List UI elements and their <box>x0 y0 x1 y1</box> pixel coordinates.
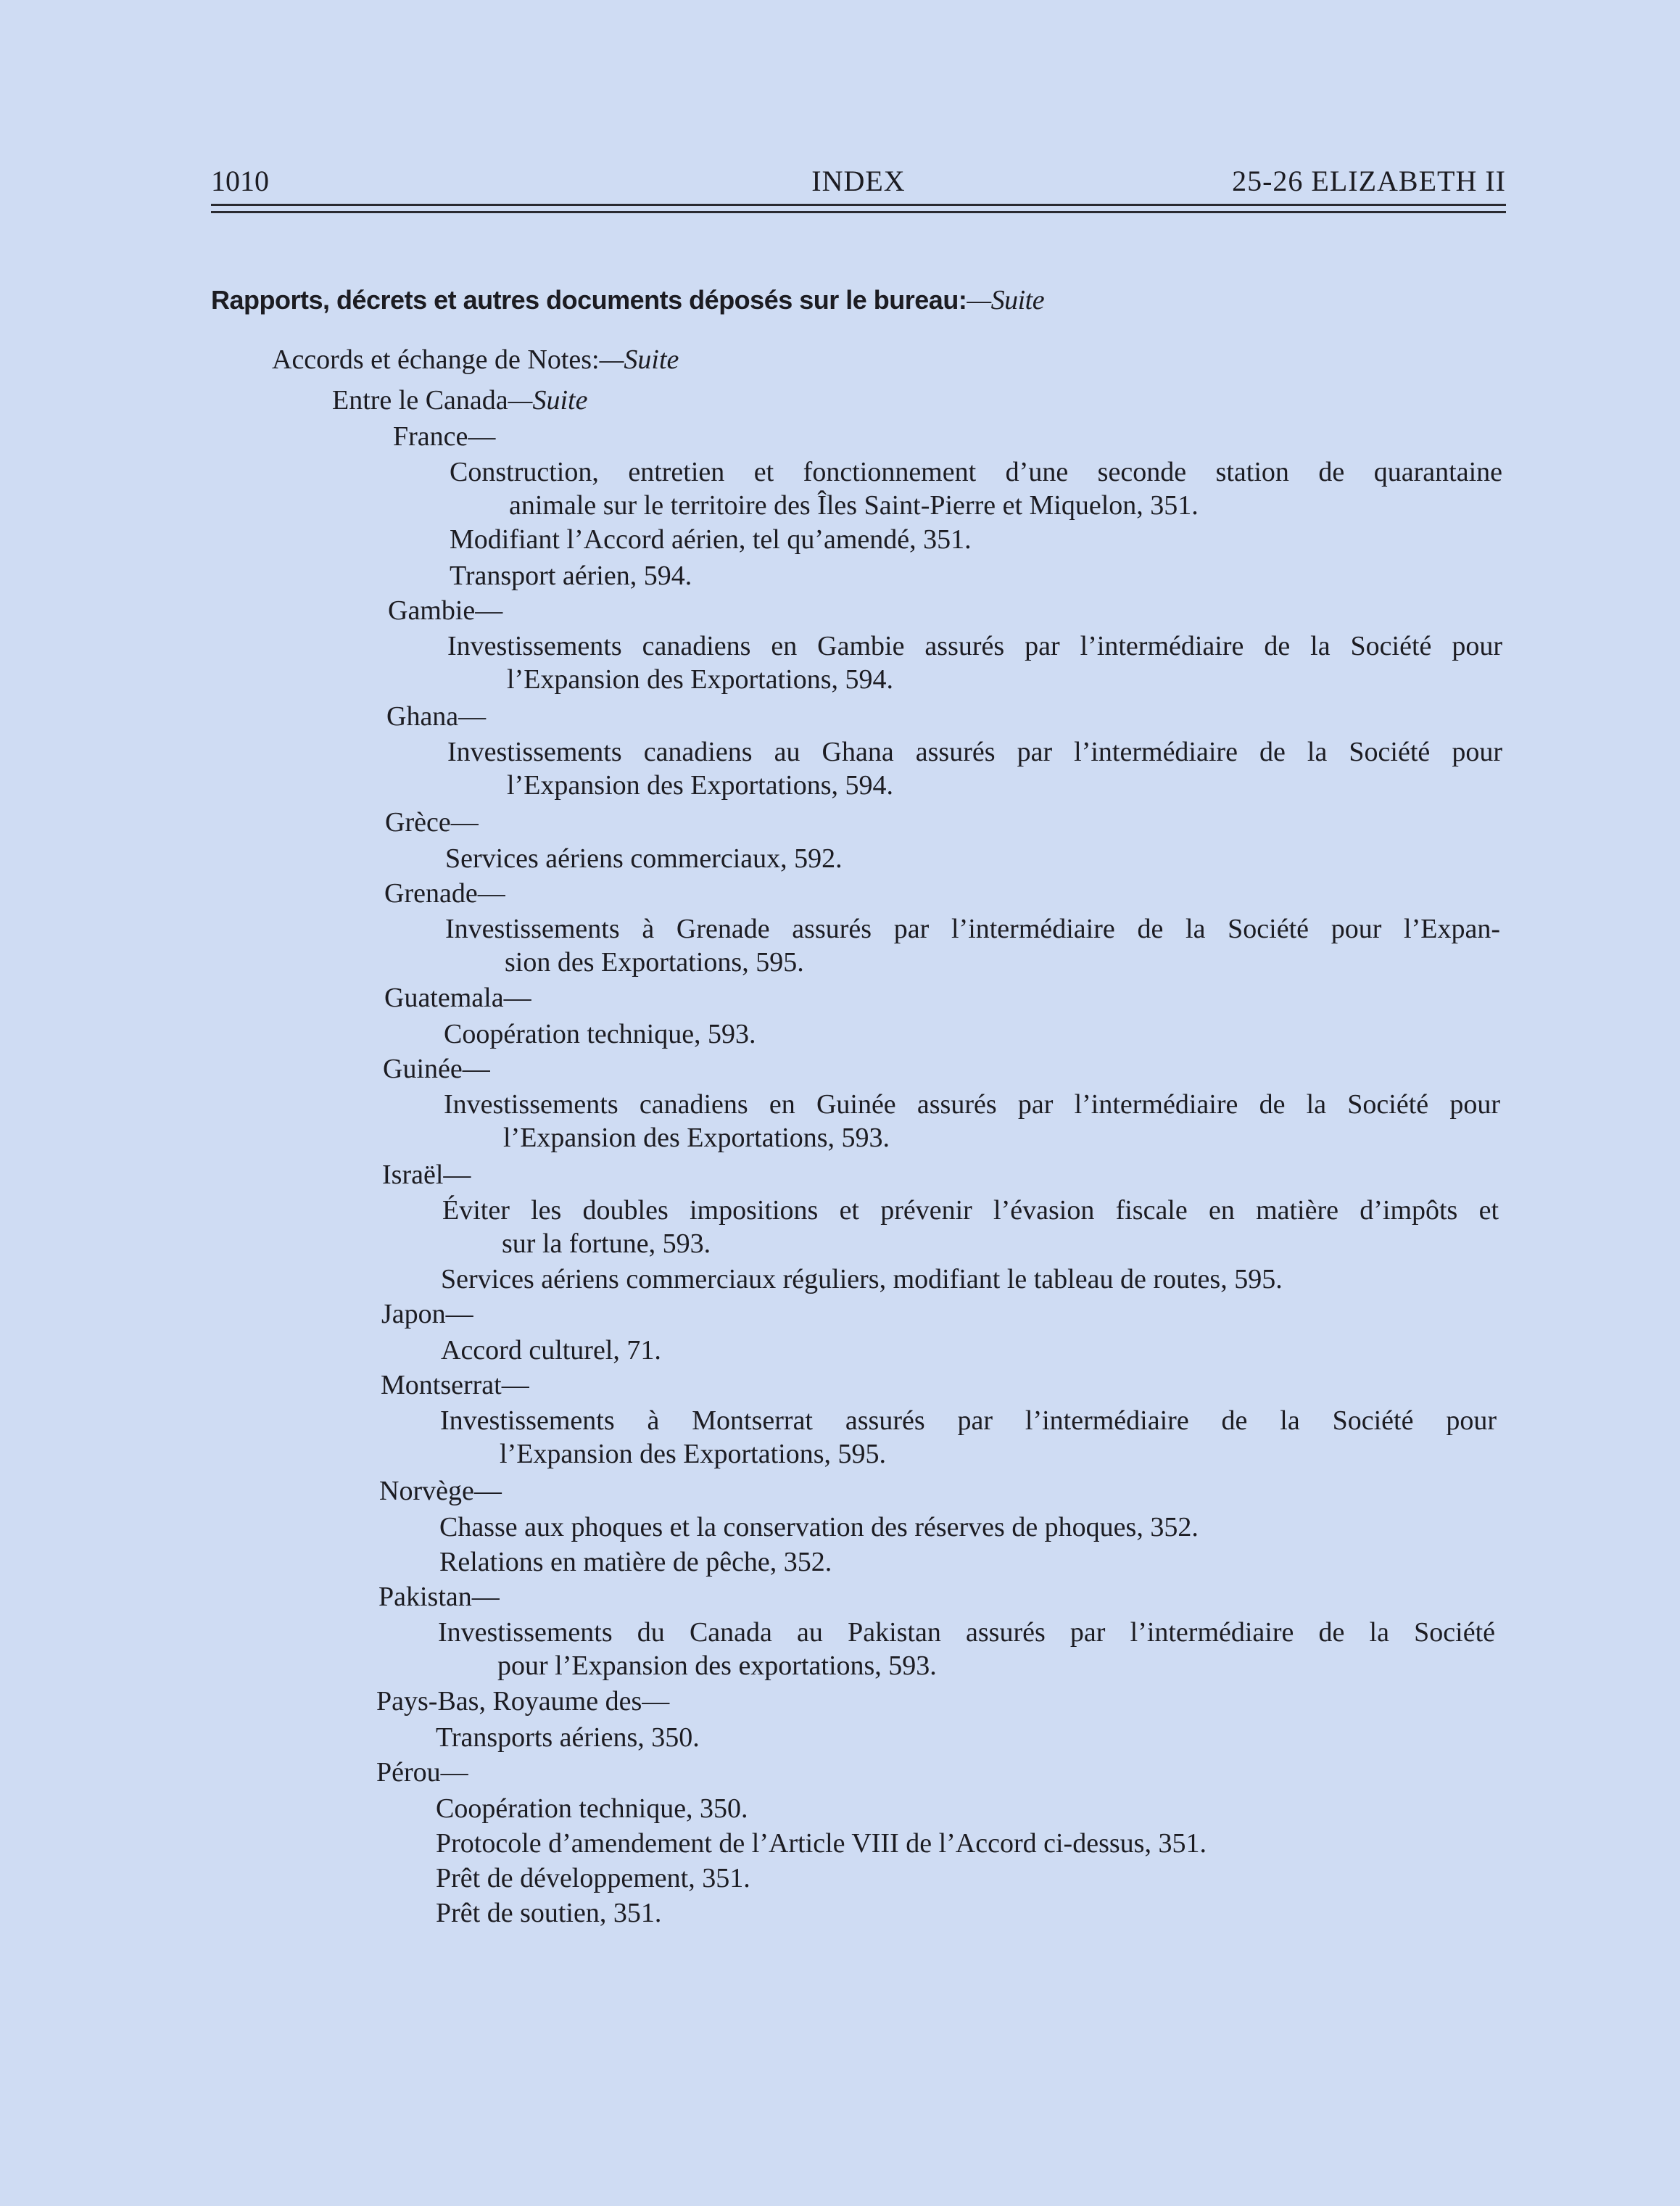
index-entry: Relations en matière de pêche, 352. <box>439 1547 832 1577</box>
entry-continuation: sur la fortune, 593. <box>502 1228 711 1259</box>
entry-text: Investissements à Grenade assurés par l’intermédiaire de la Société pour l’Expan- <box>445 914 1500 944</box>
section-heading <box>211 283 1044 318</box>
sub-sub-heading <box>332 383 587 418</box>
country-heading: Guatemala— <box>384 983 531 1013</box>
running-head-title: INDEX <box>811 165 906 197</box>
sub-sub-heading-text: Entre le Canada <box>332 385 508 416</box>
index-entry <box>444 1088 1500 1154</box>
entry-text: Investissements à Montserrat assurés par l’intermédiaire de la Société pour <box>440 1405 1497 1436</box>
index-entry: Prêt de soutien, 351. <box>436 1898 662 1928</box>
index-entry: Coopération technique, 350. <box>436 1793 748 1824</box>
country-heading: Pérou— <box>376 1757 468 1788</box>
entry-text: Investissements canadiens en Gambie assurés par l’intermédiaire de la Société pour <box>447 631 1502 661</box>
header-rule-bottom <box>211 211 1506 213</box>
header-rule-top <box>211 204 1506 206</box>
index-entry <box>445 912 1500 979</box>
entry-continuation: l’Expansion des Exportations, 594. <box>507 770 893 801</box>
index-entry: Accord culturel, 71. <box>441 1335 661 1366</box>
section-heading-suite: —Suite <box>967 285 1045 315</box>
entry-text: Investissements canadiens au Ghana assurés par l’intermédiaire de la Société pour <box>447 737 1502 767</box>
country-heading: Israël— <box>382 1160 471 1190</box>
index-entry: Services aériens commerciaux, 592. <box>445 843 843 874</box>
country-heading: France— <box>393 421 496 452</box>
country-heading: Pakistan— <box>378 1582 500 1612</box>
index-entry <box>442 1194 1499 1260</box>
index-entry <box>450 455 1502 522</box>
index-entry: Protocole d’amendement de l’Article VIII de l’Accord ci-dessus, 351. <box>436 1828 1207 1859</box>
index-entry: Transports aériens, 350. <box>436 1722 700 1753</box>
sub-heading-suite: —Suite <box>599 344 679 375</box>
country-heading: Guinée— <box>383 1054 490 1084</box>
index-entry: Chasse aux phoques et la conservation des réserves de phoques, 352. <box>439 1512 1199 1542</box>
entry-text: Construction, entretien et fonctionnement d’une seconde station de quarantaine <box>450 457 1502 487</box>
country-heading: Pays-Bas, Royaume des— <box>376 1686 670 1717</box>
index-entry <box>438 1616 1495 1682</box>
entry-continuation: pour l’Expansion des exportations, 593. <box>497 1651 937 1681</box>
sub-heading <box>272 342 679 377</box>
sub-sub-heading-suite: —Suite <box>508 385 588 416</box>
entry-text: Investissements du Canada au Pakistan assurés par l’intermédiaire de la Société <box>438 1617 1495 1648</box>
entry-continuation: l’Expansion des Exportations, 595. <box>500 1439 886 1469</box>
entry-continuation: sion des Exportations, 595. <box>505 947 804 978</box>
running-head <box>211 160 1506 203</box>
index-entry: Coopération technique, 593. <box>444 1019 756 1049</box>
index-entry: Transport aérien, 594. <box>450 561 692 591</box>
index-entry: Prêt de développement, 351. <box>436 1863 750 1893</box>
entry-text: Investissements canadiens en Guinée assurés par l’intermédiaire de la Société pour <box>444 1089 1500 1120</box>
entry-text: Éviter les doubles impositions et prévenir l’évasion fiscale en matière d’impôts et <box>442 1195 1499 1226</box>
country-heading: Norvège— <box>379 1476 502 1506</box>
country-heading: Montserrat— <box>381 1370 529 1400</box>
country-heading: Ghana— <box>386 701 487 732</box>
country-heading: Japon— <box>381 1299 473 1329</box>
sub-heading-text: Accords et échange de Notes: <box>272 344 600 375</box>
running-head-session: 25-26 ELIZABETH II <box>1232 165 1506 197</box>
entry-continuation: l’Expansion des Exportations, 593. <box>503 1123 890 1153</box>
country-heading: Grèce— <box>385 807 479 838</box>
entry-continuation: l’Expansion des Exportations, 594. <box>507 664 893 695</box>
index-entry <box>440 1404 1497 1471</box>
country-heading: Gambie— <box>388 595 503 626</box>
page-number: 1010 <box>211 165 269 197</box>
entry-continuation: animale sur le territoire des Îles Saint-Pierre et Miquelon, 351. <box>509 490 1199 521</box>
index-entry <box>447 735 1502 802</box>
index-entry <box>447 629 1502 696</box>
index-entry: Modifiant l’Accord aérien, tel qu’amendé, 351. <box>450 524 972 555</box>
country-heading: Grenade— <box>384 878 505 909</box>
section-heading-text: Rapports, décrets et autres documents déposés sur le bureau: <box>211 285 967 315</box>
index-entry: Services aériens commerciaux réguliers, modifiant le tableau de routes, 595. <box>441 1264 1283 1294</box>
